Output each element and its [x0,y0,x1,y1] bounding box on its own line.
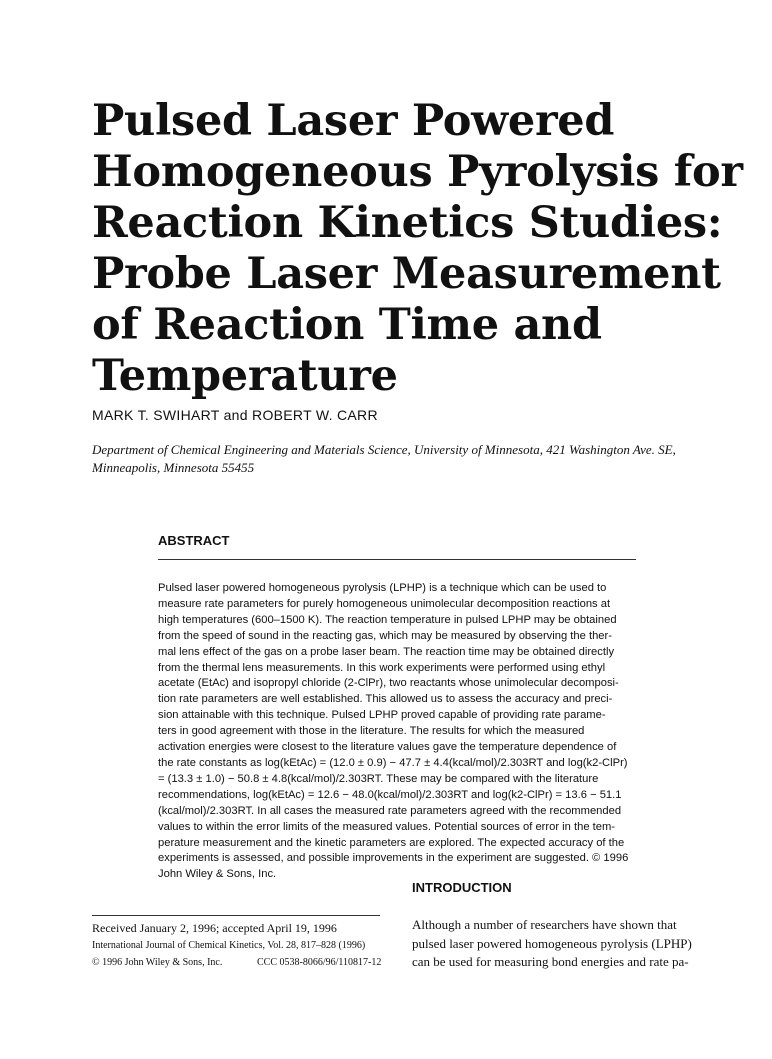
introduction-line: pulsed laser powered homogeneous pyrolysis (LPHP) [412,935,692,951]
title-line: Homogeneous Pyrolysis for [92,147,743,197]
title-line: Probe Laser Measurement [92,249,721,299]
copyright-notice: © 1996 John Wiley & Sons, Inc. [92,957,223,968]
abstract-line: values to within the error limits of the measured values. Potential sources of error in the tem- [158,820,616,833]
introduction-line: Although a number of researchers have shown that [412,917,677,932]
abstract-line: the rate constants as log(kEtAc) = (12.0 ± 0.9) − 47.7 ± 4.4(kcal/mol)/2.303RT and log(k2-ClPr) [158,756,628,769]
abstract-line: tion rate parameters are well established. This allowed us to assess the accuracy and preci- [158,693,613,706]
copyright-row [92,954,382,971]
received-date: Received January 2, 1996; accepted April 19, 1996 [92,921,337,935]
abstract-line: mal lens effect of the gas on a probe laser beam. The reaction time may be obtained directly [158,645,615,658]
affiliation-line: Minneapolis, Minnesota 55455 [92,460,255,475]
introduction-body [412,916,698,972]
abstract-line: recommendations, log(kEtAc) = 12.6 − 48.0(kcal/mol)/2.303RT and log(k2-ClPr) = 13.6 − 51.1 [158,788,622,801]
abstract-divider [158,559,636,560]
title-line: Pulsed Laser Powered [92,96,615,146]
affiliation-line: Department of Chemical Engineering and Materials Science, University of Minnesota, 421 Washington Ave. SE, [92,442,676,457]
abstract-line: from the thermal lens measurements. In this work experiments were performed using ethyl [158,661,606,674]
footnote-divider [92,915,380,916]
abstract-line: experiments is assessed, and possible improvements in the experiment are suggested. © 1996 [158,852,629,865]
abstract-body [158,581,636,883]
affiliation [92,441,692,477]
abstract-line: activation energies were closest to the literature values gave the temperature dependence of [158,741,617,754]
abstract-line: acetate (EtAc) and isopropyl chloride (2-ClPr), two reactants whose unimolecular decomposi- [158,677,619,690]
introduction-line: can be used for measuring bond energies and rate pa- [412,954,689,969]
title-line: Reaction Kinetics Studies: [92,198,723,248]
publication-footnote [92,920,382,971]
abstract-line: (kcal/mol)/2.303RT. In all cases the measured rate parameters agreed with the recommended [158,804,622,817]
abstract-line: Pulsed laser powered homogeneous pyrolysis (LPHP) is a technique which can be used to [158,582,607,594]
title-line: of Reaction Time and [92,300,602,350]
introduction-heading: INTRODUCTION [412,880,512,895]
abstract-heading: ABSTRACT [158,533,230,548]
abstract-line: ters in good agreement with those in the literature. The results for which the measured [158,725,585,738]
abstract-line: perature measurement and the kinetic parameters are explored. The expected accuracy of the [158,836,625,849]
ccc-code: CCC 0538-8066/96/110817-12 [257,957,382,968]
title-line: Temperature [92,351,398,401]
journal-citation: International Journal of Chemical Kinetics, Vol. 28, 817–828 (1996) [92,940,366,951]
article-title [92,96,743,402]
abstract-line: = (13.3 ± 1.0) − 50.8 ± 4.8(kcal/mol)/2.303RT. These may be compared with the literature [158,772,599,785]
abstract-line: John Wiley & Sons, Inc. [158,868,277,881]
author-list: MARK T. SWIHART and ROBERT W. CARR [92,407,378,423]
abstract-line: sion attainable with this technique. Pulsed LPHP proved capable of providing rate parame- [158,709,606,722]
abstract-line: from the speed of sound in the reacting gas, which may be measured by observing the ther- [158,629,612,642]
abstract-line: measure rate parameters for purely homogeneous unimolecular decomposition reactions at [158,597,611,610]
abstract-line: high temperatures (600–1500 K). The reaction temperature in pulsed LPHP may be obtained [158,613,617,626]
